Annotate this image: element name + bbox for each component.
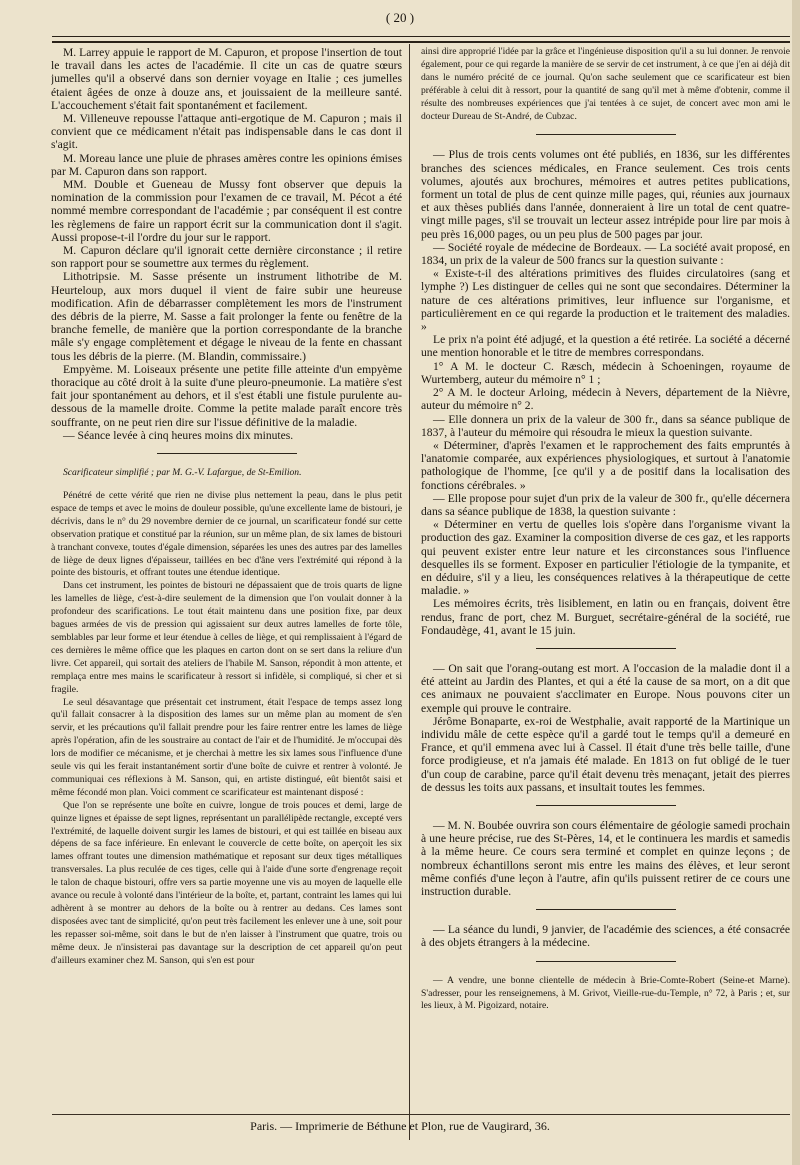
paragraph: Les mémoires écrits, très lisiblement, en latin ou en français, doivent être rendus, franc de port, chez M. Burguet, secrétaire-général de la société, rue Fondaudège, 41, avant le 15 juin. (421, 597, 790, 637)
section-separator (536, 648, 676, 649)
paragraph: — On sait que l'orang-outang est mort. A l'occasion de la maladie dont il a été atteint au Jardin des Plantes, et qui a été la cause de sa mort, on a dit que ces animaux ne pouvaient s'acclimater en Europe. Nous pouvons citer un exemple qui prouve le contraire. (421, 661, 790, 715)
paragraph: Le prix n'a point été adjugé, et la question a été retirée. La société a décerné une mention honorable et le titre de membres correspondans. (421, 333, 790, 360)
paragraph: — Plus de trois cents volumes ont été publiés, en 1836, sur les différentes branches des sciences médicales, en France seulement. Ces trois cents volumes, ajoutés aux brochures, mémoires et autres petites publications, forment un total de plus de cent quinze mille pages, qui, réunies aux journaux et aux thèses publiés dans l'année, donneraient à lire un total de cent quatre-vingt mille pages, s'il se trouvait un lecteur assez intrépide pour lire par mois à peu près 16,000 pages, ou un peu plus de 500 pages par jour. (421, 148, 790, 241)
column-divider (409, 44, 410, 1140)
section-separator (536, 134, 676, 135)
paragraph: Que l'on se représente une boîte en cuivre, longue de trois pouces et demi, large de quinze lignes et épaisse de sept lignes, représentant un parallélipède rectangle, excepté vers l'extrémité, de laquelle doivent surgir les lames de bistouri, et qui est taillée en biseau aux dépens de sa face inférieure. En enlevant le couvercle de cette boîte, on aperçoit les six lames offrant toutes une dimension mathématique et reposant sur deux tiges métalliques transversales. La plus reculée de ces tiges, celle qui à l'aide d'une sorte d'engrenage reçoit le talon de chaque bistouri, offre vers sa partie moyenne une vis au moyen de laquelle elle avance ou recule à volonté dans l'intérieur de la boîte, et, partant, contraint les lames qui lui adhèrent à se montrer au dehors de la boîte ou à rentrer au dedans. Ces lames sont disposées avec tant de simplicité, qu'on peut très facilement les enlever une à une, soit pour les repasser soi-même, soit dans le but de n'en laisser à l'instrument que quatre, trois ou même deux. Je n'insisterai pas davantage sur la description de cet appareil qu'on peut d'ailleurs examiner chez M. Sanson, qui s'en est pour (51, 799, 402, 966)
section-separator (536, 805, 676, 806)
paragraph: M. Larrey appuie le rapport de M. Capuron, et propose l'insertion de tout le travail dans les actes de l'académie. Il cite un cas de quatre sœurs jumelles qu'il a observé dans son dernier voyage en Italie ; ces jumelles étaient âgées de onze à douze ans, et jouissaient de la meilleure santé. L'accouchement s'était fait spontanément et facilement. (51, 46, 402, 112)
paragraph: — Elle propose pour sujet d'un prix de la valeur de 300 fr., qu'elle décernera dans sa séance publique de 1838, la question suivante : (421, 491, 790, 518)
page-edge (792, 0, 800, 1165)
paragraph: Jérôme Bonaparte, ex-roi de Westphalie, avait rapporté de la Martinique un individu mâle de cette espèce qu'il a gardé tout le temps qu'il a demeuré en France, et qu'il emmena avec lui à Cassel. Il était d'une très belle taille, d'une force prodigieuse, et n'a jamais été malade. En 1813 on fut obligé de le tuer d'un coup de carabine, parce qu'il était devenu très menaçant, jetait des pierres de dessus les toits aux passans, et insultait toutes les femmes. (421, 714, 790, 794)
paragraph: — Elle donnera un prix de la valeur de 300 fr., dans sa séance publique de 1837, à l'auteur du mémoire qui résoudra le mieux la question suivante. (421, 412, 790, 439)
left-column (51, 46, 402, 1126)
paragraph: « Existe-t-il des altérations primitives des fluides circulatoires (sang et lymphe ?) Les distinguer de celles qui ne sont que secondaires. Déterminer la nature de ces altérations primitives, leur influence sur l'organisme, et particulièrement en ce qui regarde la production et le traitement des maladies. » (421, 267, 790, 334)
paragraph: Lithotripsie. M. Sasse présente un instrument lithotribe de M. Heurteloup, aux mors duquel il vient de faire subir une heureuse modification. Afin de débarrasser complètement les mors de l'instrument des débris de la pierre, M. Sasse a fait prolonger la fente ou fenêtre de la branche femelle, de manière que la portion correspondante de la branche mâle s'y engage complètement et dégage le niveau de la fente en chassant tous les débris de la pierre. (M. Blandin, commissaire.) (51, 270, 402, 363)
section-separator (536, 961, 676, 962)
paragraph: « Déterminer, d'après l'examen et le rapprochement des faits empruntés à l'anatomie comparée, aux expériences physiologiques, et surtout à l'anatomie pathologique de l'homme, [ce qu'il y a de positif dans la localisation des fonctions cérébrales. » (421, 438, 790, 492)
paragraph: MM. Double et Gueneau de Mussy font observer que depuis la nomination de la commission pour l'examen de ce travail, M. Pécot a été nommé membre correspondant de l'académie ; par conséquent il est contre les règlemens de faire un rapport écrit sur la communication dont il s'agit. Aussi propose-t-il l'ordre du jour sur le rapport. (51, 178, 402, 244)
paragraph: ainsi dire approprié l'idée par la grâce et l'ingénieuse disposition qu'il a su lui donner. Je renvoie également, pour ce qui regarde la manière de se servir de cet instrument, à ce que j'en ai déjà dit dans le numéro précité de ce journal. Qu'on sache seulement que ce scarificateur est bien préférable à celui dit à ressort, pour la quantité de sang qu'il met à même d'obtenir, comme il résulte des nombreuses expériences que j'ai tentées à ce sujet, de concert avec mon ami le docteur Dureau de St-André, de Cubzac. (421, 46, 790, 122)
section-separator (536, 909, 676, 910)
section-separator (157, 453, 297, 454)
paragraph: Le seul désavantage que présentait cet instrument, était l'espace de temps assez long qu'il fallait consacrer à la disposition des lames sur un même plan au moment de s'en servir, et les précautions qu'il fallait prendre pour les faire rentrer entre les lames de liège après l'opération, afin de les soustraire au contact de l'air et de l'humidité. Je m'occupai dès lors de modifier ce mécanisme, et je cherchai à mettre les six lames sous l'influence d'une seule vis qui les ferait instantanément sortir d'une boîte de cuivre et rentrer à volonté. Je communiquai ces réflexions à M. Sanson, qui, en artiste distingué, eût bientôt saisi et même fécondé mon plan. Voici comment ce scarificateur est maintenant disposé : (51, 696, 402, 798)
paragraph: Pénétré de cette vérité que rien ne divise plus nettement la peau, dans le plus petit espace de temps et avec le moins de douleur possible, qu'une excellente lame de bistouri, je décrivis, dans le n° du 29 novembre dernier de ce journal, un scarificateur fondé sur cette observation pratique et constitué par la réunion, sur un même plan, de six lames de bistouri à tranchant convexe, toutes d'égale dimension, séparées les unes des autres par des lamelles de liège de deux lignes d'épaisseur, taillées en bec d'âne vers l'extrémité qui répond à la pointe des bistouris, et offrant toutes une étendue identique. (51, 490, 402, 579)
classified-ad: — A vendre, une bonne clientelle de médecin à Brie-Comte-Robert (Seine-et Marne). S'adresser, pour les renseignemens, à M. Grivot, Vieille-rue-du-Temple, n° 72, à Paris ; et, sur les lieux, à M. Pigoizard, notaire. (421, 974, 790, 1012)
paragraph: — Société royale de médecine de Bordeaux. — La société avait proposé, en 1834, un prix de la valeur de 500 francs sur la question suivante : (421, 240, 790, 268)
paragraph: M. Moreau lance une pluie de phrases amères contre les opinions émises par M. Capuron dans son rapport. (51, 151, 402, 178)
article-title: Scarificateur simplifié ; par M. G.-V. Lafargue, de St-Emilion. (63, 467, 302, 479)
paragraph: — Séance levée à cinq heures moins dix minutes. (63, 428, 294, 442)
paragraph: 2° A M. le docteur Arloing, médecin à Nevers, département de la Nièvre, auteur du mémoire n° 2. (421, 386, 790, 413)
page-number: ( 20 ) (385, 10, 415, 25)
paragraph: « Déterminer en vertu de quelles lois s'opère dans l'organisme vivant la production des gaz. Examiner la composition diverse de ces gaz, et les rapports qui peuvent exister entre leur nature et les circonstances sous l'influence desquelles ils se forment. Exposer en particulier l'étiologie de la tympanite, et en déduire, s'il y a lieu, les conséquences relatives à la thérapeutique de cette maladie. » (421, 518, 790, 598)
paragraph: — La séance du lundi, 9 janvier, de l'académie des sciences, a été consacrée à des objets étrangers à la médecine. (421, 923, 790, 950)
paragraph: Dans cet instrument, les pointes de bistouri ne dépassaient que de trois quarts de ligne les lamelles de liège, c'est-à-dire seulement de la dimension que l'on voulait donner à la profondeur des scarifications. Le tout était maintenu dans une position fixe, par deux bagues armées de vis de pression qui agissaient sur deux autres lamelles de forte tôle, semblables par leur forme et leur étendue à celles de liège, et qui remplissaient à l'égard de ces dernières le même office que les plaques en carton dont on se sert dans la reliure d'un livre. Cet appareil, qui sortait des ateliers de l'habile M. Sanson, répondit à mon attente, et remplaça entre mes mains le scarificateur à ressort si infidèle, si compliqué, si cher et si fragile. (51, 580, 402, 695)
paragraph: M. Villeneuve repousse l'attaque anti-ergotique de M. Capuron ; mais il convient que ce médicament n'était pas indispensable dans le cas dont il s'agit. (51, 112, 402, 152)
right-column (421, 46, 790, 1126)
paragraph: M. Capuron déclare qu'il ignorait cette dernière circonstance ; il retire son rapport pour se soumettre aux termes du règlement. (51, 244, 402, 271)
paragraph: 1° A M. le docteur C. Ræsch, médecin à Schoeningen, royaume de Wurtemberg, auteur du mémoire n° 1 ; (421, 359, 790, 386)
paragraph: — M. N. Boubée ouvrira son cours élémentaire de géologie samedi prochain à une heure précise, rue des St-Pères, 14, et le continuera les mardis et samedis à la même heure. Ce cours sera terminé et complet en quinze leçons ; de nombreux échantillons seront mis entre les mains des élèves, et leur seront même confiés d'une leçon à l'autre, afin qu'ils puissent retirer de ce cours une instruction durable. (421, 818, 790, 898)
printer-imprint: Paris. — Imprimerie de Béthune et Plon, rue de Vaugirard, 36. (250, 1119, 550, 1133)
paragraph: Empyème. M. Loiseaux présente une petite fille atteinte d'un empyème thoracique au côté droit à la suite d'une pleuro-pneumonie. La matière s'est fait jour spontanément au dehors, et il s'est établi une fistule purulente au-dessous de la mamelle droite. Comme la petite malade paraît encore très souffrante, on ne peut rien dire sur l'issue définitive de la maladie. (51, 362, 402, 429)
bottom-rule (52, 1114, 790, 1115)
top-rule (52, 36, 790, 43)
